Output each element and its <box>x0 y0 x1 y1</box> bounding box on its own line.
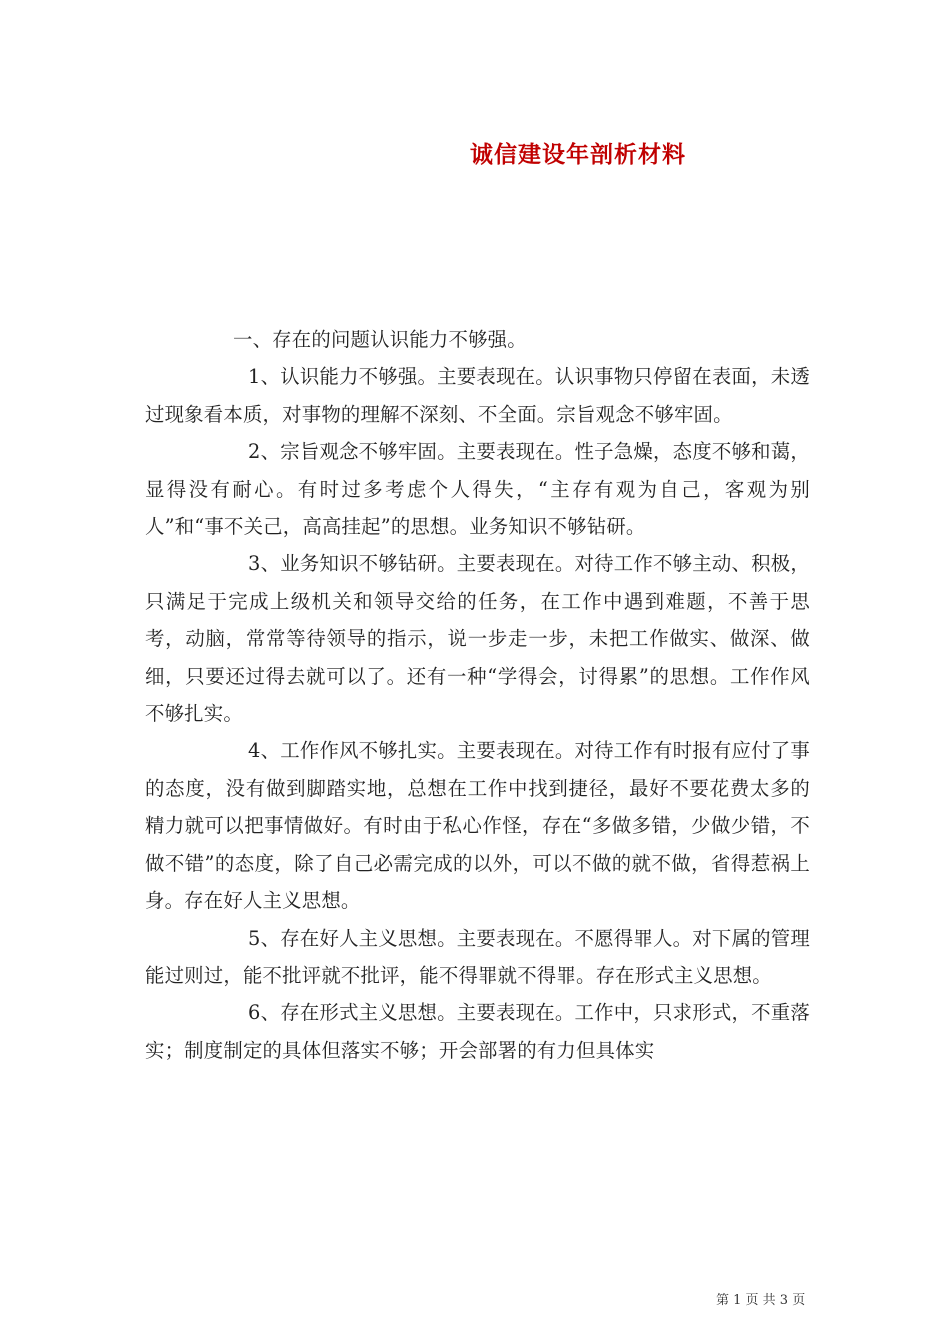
document-body <box>145 321 810 1069</box>
paragraph-5: 5、存在好人主义思想。主要表现在。不愿得罪人。对下属的管理能过则过，能不批评就不批评，能不得罪就不得罪。存在形式主义思想。 <box>145 926 810 987</box>
paragraph-2: 2、宗旨观念不够牢固。主要表现在。性子急燥，态度不够和蔼，显得没有耐心。有时过多考虑个人得失，“主存有观为自己，客观为别人”和“事不关己，高高挂起”的思想。业务知识不够钻研。 <box>145 440 810 539</box>
page-footer: 第 1 页 共 3 页 <box>716 1293 806 1308</box>
paragraph-6: 6、存在形式主义思想。主要表现在。工作中，只求形式，不重落实；制度制定的具体但落实不够；开会部署的有力但具体实 <box>145 1001 810 1062</box>
paragraph-4: 4、工作作风不够扎实。主要表现在。对待工作有时报有应付了事的态度，没有做到脚踏实地，总想在工作中找到捷径，最好不要花费太多的精力就可以把事情做好。有时由于私心作怪，存在“多做多错，少做少错，不做不错”的态度，除了自己必需完成的以外，可以不做的就不做，省得惹祸上身。存在好人主义思想。 <box>145 739 810 913</box>
section-heading: 一、存在的问题认识能力不够强。 <box>233 328 527 351</box>
paragraph-3: 3、业务知识不够钻研。主要表现在。对待工作不够主动、积极，只满足于完成上级机关和领导交给的任务，在工作中遇到难题，不善于思考，动脑，常常等待领导的指示，说一步走一步，未把工作做实、做深、做细，只要还过得去就可以了。还有一种“学得会，讨得累”的思想。工作作风不够扎实。 <box>145 552 810 726</box>
paragraph-1: 1、认识能力不够强。主要表现在。认识事物只停留在表面，未透过现象看本质，对事物的理解不深刻、不全面。宗旨观念不够牢固。 <box>145 365 810 426</box>
document-title: 诚信建设年剖析材料 <box>470 141 686 168</box>
